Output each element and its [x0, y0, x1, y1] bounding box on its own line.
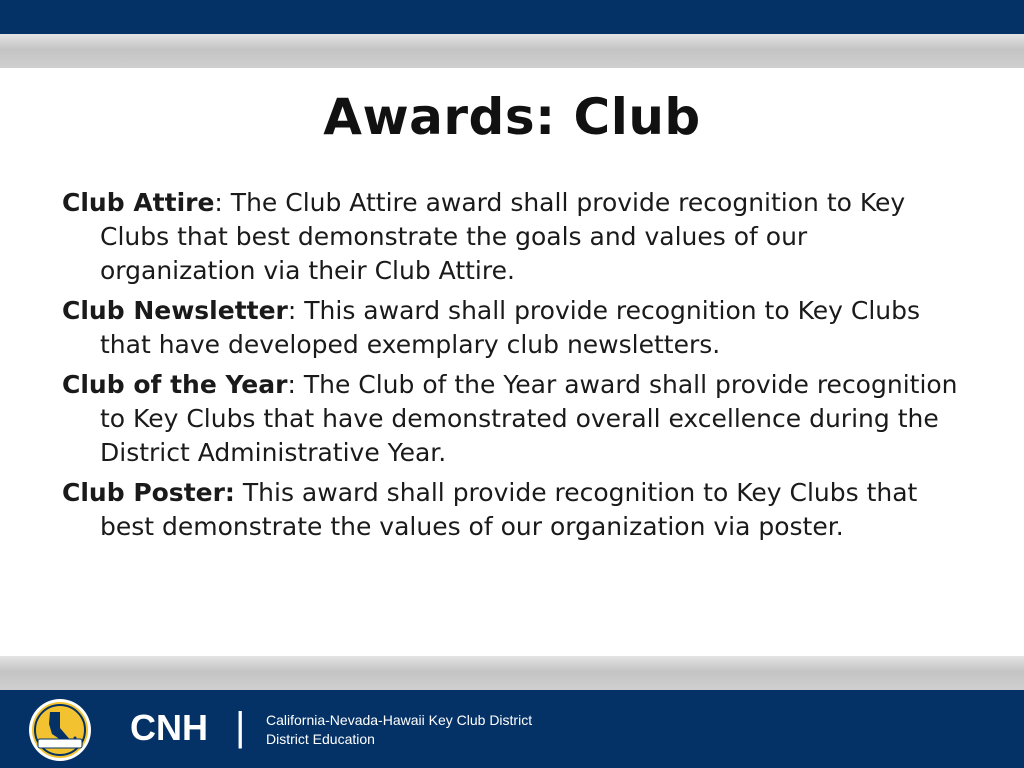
entry-term: Club Poster: [62, 478, 235, 507]
footer-department: District Education [266, 731, 375, 747]
entry-text: This award shall provide recognition to Key Clubs that have developed exemplary club newsletters. [100, 296, 921, 359]
bottom-silver-band [0, 656, 1024, 690]
top-header-bar [0, 0, 1024, 34]
entry-club-attire [62, 186, 962, 288]
entry-club-of-the-year [62, 368, 962, 470]
entry-club-poster [62, 476, 962, 544]
footer-brand: CNH [130, 707, 208, 748]
entry-separator: : [287, 296, 305, 325]
entry-text: This award shall provide recognition to Key Clubs that best demonstrate the values of our organization via poster. [100, 478, 918, 541]
top-silver-band [0, 34, 1024, 68]
footer-district-name: California-Nevada-Hawaii Key Club District [266, 712, 533, 728]
slide-body [62, 186, 962, 550]
entry-text: The Club Attire award shall provide recognition to Key Clubs that best demonstrate the goals and values of our organization via their Club Attire. [100, 188, 906, 285]
footer-divider: | [235, 705, 246, 749]
entry-club-newsletter [62, 294, 962, 362]
cnh-district-seal-icon [28, 698, 92, 762]
entry-text: The Club of the Year award shall provide recognition to Key Clubs that have demonstrated overall excellence during the District Administrative Year. [100, 370, 958, 467]
entry-term: Club Attire [62, 188, 215, 217]
entry-separator: : [214, 188, 231, 217]
slide-title: Awards: Club [323, 88, 701, 146]
entry-term: Club of the Year [62, 370, 288, 399]
entry-separator [235, 478, 243, 507]
entry-term: Club Newsletter [62, 296, 288, 325]
entry-separator: : [287, 370, 304, 399]
